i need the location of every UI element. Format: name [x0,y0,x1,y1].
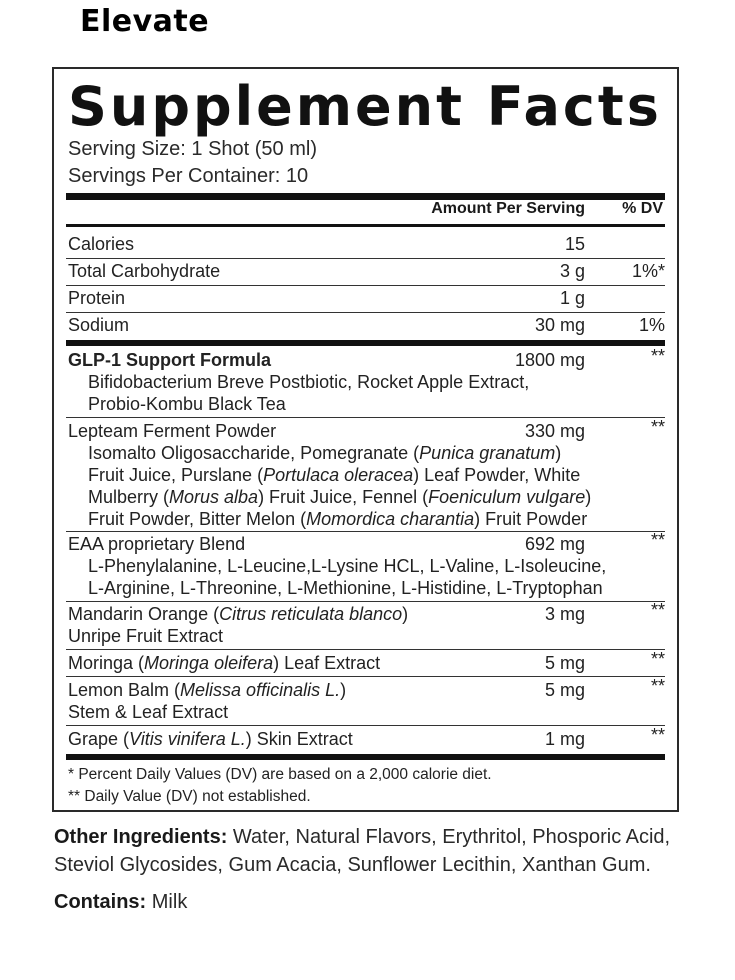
header-amount: Amount Per Serving [431,200,585,217]
row-divider [66,601,665,602]
ingredient-amount: 330 mg [524,421,585,441]
header-dv: % DV [622,200,663,217]
row-divider [66,649,665,650]
thick-rule-top [66,193,665,200]
nutrient-name: Sodium [68,315,130,335]
row-divider [66,725,665,726]
header-rule [66,224,665,227]
ingredient-amount: 692 mg [524,534,585,554]
ingredient-dv: ** [650,676,665,696]
ingredient-detail: Mulberry (Morus alba) Fruit Juice, Fennel (Foeniculum vulgare) [88,487,592,507]
serving-size: Serving Size: 1 Shot (50 ml) [68,138,317,160]
ingredient-dv: ** [650,600,665,620]
ingredient-detail: Fruit Powder, Bitter Melon (Momordica charantia) Fruit Powder [88,509,588,529]
supplement-facts-panel [52,67,679,812]
ingredient-dv: ** [650,417,665,437]
footnote-not-established: ** Daily Value (DV) not established. [68,788,311,805]
ingredient-name: GLP-1 Support Formula [68,350,272,370]
ingredient-name: Mandarin Orange (Citrus reticulata blanco) [68,604,409,624]
nutrient-name: Total Carbohydrate [68,261,221,281]
row-divider [66,417,665,418]
ingredient-amount: 5 mg [544,653,585,673]
ingredient-amount: 1 mg [544,729,585,749]
ingredient-name: Lemon Balm (Melissa officinalis L.) [68,680,347,700]
footnote-dv: * Percent Daily Values (DV) are based on a 2,000 calorie diet. [68,766,492,783]
ingredient-amount: 3 mg [544,604,585,624]
nutrient-name: Protein [68,288,126,308]
ingredient-amount: 5 mg [544,680,585,700]
ingredient-dv: ** [650,649,665,669]
ingredient-name: Grape (Vitis vinifera L.) Skin Extract [68,729,353,749]
brand-name: Elevate [80,4,210,39]
thick-rule-bottom [66,754,665,760]
ingredient-detail: L-Phenylalanine, L-Leucine,L-Lysine HCL, L-Valine, L-Isoleucine, [88,556,607,576]
ingredient-name-line2: Stem & Leaf Extract [68,702,229,722]
ingredient-name: EAA proprietary Blend [68,534,246,554]
ingredient-amount: 1800 mg [514,350,585,370]
nutrient-dv: 1%* [631,261,665,281]
contains-line: Contains: Milk [54,891,188,913]
nutrient-amount: 15 [564,234,585,254]
other-ingredients-line1: Other Ingredients: Water, Natural Flavors, Erythritol, Phosporic Acid, [54,826,671,848]
ingredient-name: Moringa (Moringa oleifera) Leaf Extract [68,653,381,673]
ingredient-dv: ** [650,346,665,366]
row-divider [66,285,665,286]
nutrient-amount: 30 mg [534,315,585,335]
ingredient-detail: L-Arginine, L-Threonine, L-Methionine, L-Histidine, L-Tryptophan [88,578,603,598]
nutrient-amount: 1 g [559,288,585,308]
nutrient-amount: 3 g [559,261,585,281]
ingredient-name-line2: Unripe Fruit Extract [68,626,224,646]
row-divider [66,531,665,532]
thick-rule-mid [66,340,665,346]
nutrient-dv: 1% [638,315,665,335]
ingredient-dv: ** [650,725,665,745]
ingredient-detail: Probio-Kombu Black Tea [88,394,286,414]
panel-title: Supplement Facts [68,75,662,138]
servings-per-container: Servings Per Container: 10 [68,165,309,187]
row-divider [66,676,665,677]
row-divider [66,258,665,259]
ingredient-dv: ** [650,530,665,550]
row-divider [66,312,665,313]
nutrient-name: Calories [68,234,135,254]
ingredient-detail: Fruit Juice, Purslane (Portulaca oleracea) Leaf Powder, White [88,465,581,485]
ingredient-detail: Isomalto Oligosaccharide, Pomegranate (Punica granatum) [88,443,562,463]
other-ingredients-line2: Steviol Glycosides, Gum Acacia, Sunflower Lecithin, Xanthan Gum. [54,854,651,876]
ingredient-detail: Bifidobacterium Breve Postbiotic, Rocket Apple Extract, [88,372,530,392]
ingredient-name: Lepteam Ferment Powder [68,421,277,441]
